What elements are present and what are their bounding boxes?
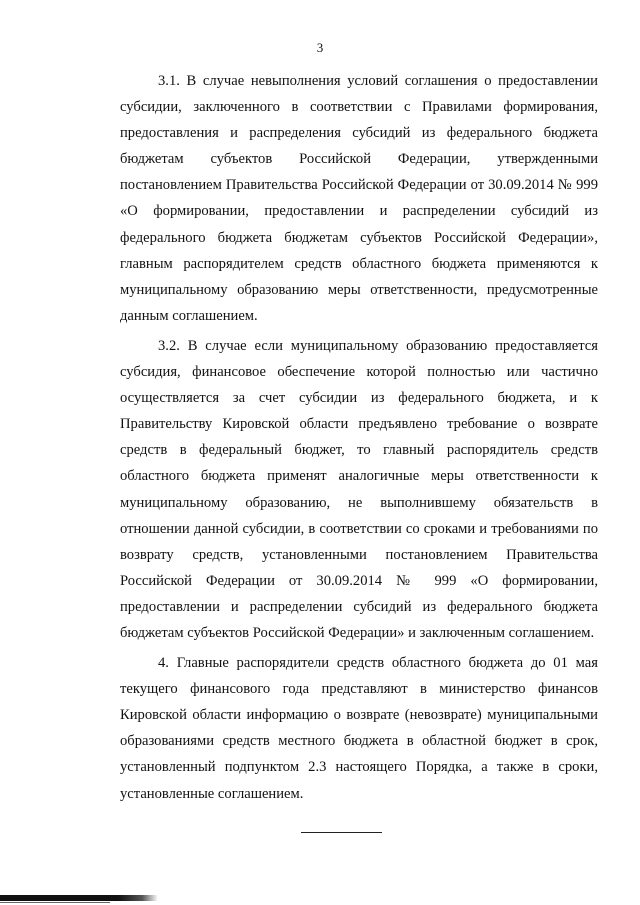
paragraph-3-1: 3.1. В случае невыполнения условий соглашения о предоставлении субсидии, заключенного в соответствии с Правилами формирования, предоставления и распределения субсидий из федерального бюджета бюджетам субъектов Российской Федерации, утвержденными постановлением Правительства Российской Федерации от 30.09.2014 № 999 «О формировании, предоставлении и распределении субсидий из федерального бюджета бюджетам субъектов Российской Федерации», главным распорядителем средств областного бюджета применяются к муниципальному образованию меры ответственности, предусмотренные данным соглашением.: [120, 73, 598, 324]
paragraph-3-2: 3.2. В случае если муниципальному образованию предоставляется субсидия, финансовое обеспечение которой полностью или частично осуществляется за счет субсидии из федерального бюджета, и к Правительству Кировской области предъявлено требование о возврате средств в федеральный бюджет, то главный распорядитель средств областного бюджета применят аналогичные меры ответственности к муниципальному образованию, не выполнившему обязательств в отношении данной субсидии, в соответствии со сроками и требованиями по возврату средств, установленными постановлением Правительства Российской Федерации от 30.09.2014 № 999 «О формировании, предоставлении и распределении субсидий из федерального бюджета бюджетам субъектов Российской Федерации» и заключенным соглашением.: [120, 337, 598, 641]
scan-edge-line: [0, 902, 110, 903]
page-number: 3: [316, 40, 324, 55]
paragraph-4: 4. Главные распорядители средств областного бюджета до 01 мая текущего финансового года представляют в министерство финансов Кировской области информацию о возврате (невозврате) муниципальными образованиями средств местного бюджета в областной бюджет в срок, установленный подпунктом 2.3 настоящего Порядка, а также в сроки, установленные соглашением.: [120, 655, 598, 802]
end-separator-line: [301, 832, 382, 833]
document-body: [120, 68, 598, 811]
scan-edge-mark: [0, 895, 158, 901]
